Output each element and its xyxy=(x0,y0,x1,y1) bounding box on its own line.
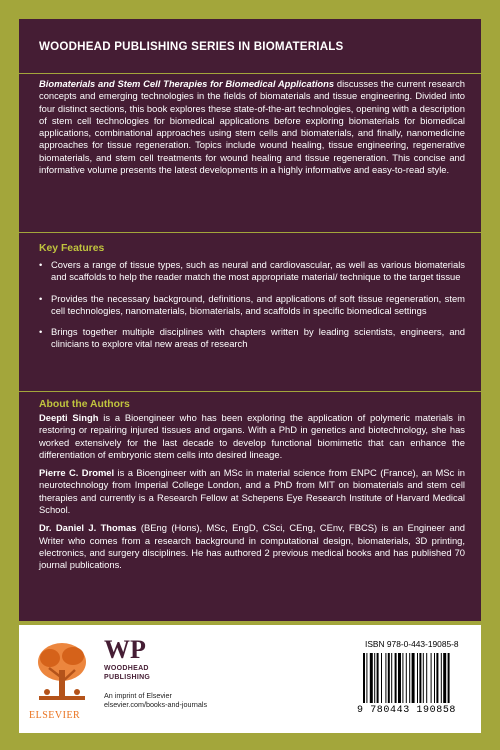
feature-text: Provides the necessary background, definitions, and applications of soft tissue regeneration, stem cell technologies, nanomaterials, biomaterials, and scaffolds in specific biomedical settings xyxy=(51,292,465,316)
woodhead-logo xyxy=(104,637,254,709)
wp-name-line2: PUBLISHING xyxy=(104,673,151,681)
isbn-barcode-box xyxy=(355,637,477,719)
author-bios xyxy=(39,412,465,578)
key-features-heading: Key Features xyxy=(39,243,105,254)
intro-text: discusses the current research concepts and emerging technologies in the fields of biomaterials and tissue engineering. Divided into four distinct sections, this book explores these state-of-the-art technologies, opening with a description of stem cell technologies for biomedical applications before exploring biomaterials for biomedical applications, combinational approaches using stem cells and biomaterials, and finally, nanomedicine approaches for tissue regeneration. Topics include wound healing, tissue engineering, regenerative biomaterials, and stem cell treatments for wound healing and tissue regeneration. This concise and informative volume presents the latest developments in a highly informative and easy-to-read style. xyxy=(39,78,465,176)
publisher-strip xyxy=(19,625,481,733)
series-header xyxy=(19,19,481,73)
author-bio-text: is a Bioengineer with an MSc in material science from ENPC (France), an MSc in neurotechnology from Imperial College London, and a PhD from MIT on biomaterials and stem cell therapies and currently is a Research Fellow at Schepens Eye Research Institute of Harvard Medical School. xyxy=(39,467,466,516)
author-bio xyxy=(39,522,465,571)
isbn-label: ISBN 978-0-443-19085-8 xyxy=(365,639,459,649)
imprint-url: elsevier.com/books-and-journals xyxy=(104,699,208,709)
author-bio xyxy=(39,467,465,516)
content-panel xyxy=(19,19,481,621)
author-name: Deepti Singh xyxy=(39,412,99,423)
author-bio-text: (BEng (Hons), MSc, EngD, CSci, CEng, CEnv, FBCS) is an Engineer and Writer who comes from a research background in computational design, biomaterials, 3D printing, electronics, and surgery disciplines. He has authored 2 previous medical books and has published 70 journal publications. xyxy=(39,522,465,571)
feature-text: Brings together multiple disciplines with chapters written by leading scientists, engineers, and clinicians to explore vital new areas of research xyxy=(51,326,465,350)
wp-logo-mark: WP xyxy=(104,635,146,664)
list-item xyxy=(39,259,465,284)
intro-paragraph xyxy=(39,78,465,176)
about-authors-heading: About the Authors xyxy=(39,399,130,410)
imprint-line1: An imprint of Elsevier xyxy=(104,691,172,700)
bullet-icon: • xyxy=(39,259,43,270)
wp-name xyxy=(104,665,254,682)
elsevier-tree-logo-icon xyxy=(35,638,89,706)
list-item xyxy=(39,293,465,318)
feature-text: Covers a range of tissue types, such as neural and cardiovascular, as well as various biomaterials and scaffolds to help the reader match the most appropriate material/ technique to the target tissue xyxy=(51,259,465,283)
author-name: Pierre C. Dromel xyxy=(39,467,115,479)
author-name: Dr. Daniel J. Thomas xyxy=(39,522,137,534)
author-bio xyxy=(39,412,465,461)
divider xyxy=(19,391,481,392)
bullet-icon: • xyxy=(39,292,43,304)
elsevier-wordmark: ELSEVIER xyxy=(29,710,81,721)
barcode-icon xyxy=(363,653,475,703)
wp-name-line1: WOODHEAD xyxy=(104,665,149,672)
bullet-icon: • xyxy=(39,326,43,338)
divider xyxy=(19,232,481,233)
imprint-text xyxy=(104,692,254,709)
series-title: WOODHEAD PUBLISHING SERIES IN BIOMATERIALS xyxy=(39,39,344,53)
list-item xyxy=(39,326,465,351)
book-title: Biomaterials and Stem Cell Therapies for Biomedical Applications xyxy=(39,78,335,89)
divider xyxy=(19,73,481,74)
author-bio-text: is a Bioengineer who has been exploring the application of polymeric materials in restoring or repairing injured tissues and organs. With a PhD in genetics and biotechnology, she has worked extensively for the last decade to develop functional biomimetic that can enhance the differentiation of embryonic stem cells into desired lineage. xyxy=(39,412,466,460)
key-features-list xyxy=(39,259,465,360)
barcode-digits: 9 780443 190858 xyxy=(357,705,457,716)
